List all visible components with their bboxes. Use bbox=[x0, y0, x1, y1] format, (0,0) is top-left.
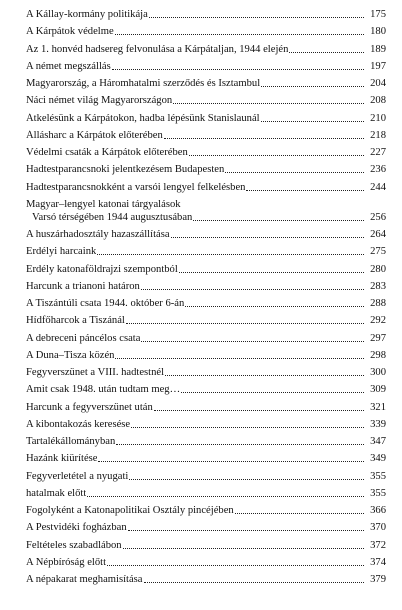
toc-entry-title: A huszárhadosztály hazaszállítása bbox=[26, 229, 170, 240]
toc-entry-page: 297 bbox=[370, 332, 386, 344]
dot-leader bbox=[289, 52, 364, 53]
toc-entry-title: Harcunk a trianoni határon bbox=[26, 280, 140, 292]
toc-entry-title: Védelmi csaták a Kárpátok előterében bbox=[26, 147, 188, 158]
toc-entry-page: 197 bbox=[370, 60, 386, 72]
dot-leader bbox=[115, 358, 364, 359]
toc-entry bbox=[26, 488, 386, 500]
toc-entry-title: A kibontakozás keresése bbox=[26, 418, 131, 430]
dot-leader bbox=[123, 548, 364, 549]
dot-leader bbox=[261, 86, 364, 87]
toc-entry-title: Náci német világ Magyarországon bbox=[26, 95, 173, 107]
dot-leader bbox=[165, 375, 364, 376]
toc-entry bbox=[26, 229, 386, 241]
dot-leader bbox=[116, 444, 364, 445]
toc-entry-title: Harcunk a fegyverszünet után bbox=[26, 401, 153, 413]
toc-entry-title: A Pestvidéki fogházban bbox=[26, 522, 127, 534]
toc-entry bbox=[26, 44, 386, 56]
dot-leader bbox=[115, 34, 364, 35]
toc-entry bbox=[26, 540, 386, 552]
toc-entry bbox=[26, 199, 386, 224]
toc-entry-title: Fegyverszünet a VIII. hadtestnél bbox=[26, 367, 165, 378]
dot-leader bbox=[261, 121, 364, 122]
toc-entry-page: 288 bbox=[370, 298, 386, 309]
toc-entry-page: 309 bbox=[370, 384, 386, 396]
dot-leader bbox=[149, 17, 364, 18]
dot-leader bbox=[131, 427, 364, 428]
dot-leader bbox=[171, 237, 364, 238]
toc-entry-page: 298 bbox=[370, 349, 386, 361]
dot-leader bbox=[235, 513, 364, 514]
dot-leader bbox=[154, 410, 364, 411]
toc-entry-page: 244 bbox=[370, 181, 386, 193]
toc-entry bbox=[26, 384, 386, 396]
toc-entry-page: 275 bbox=[370, 246, 386, 258]
dot-leader bbox=[141, 341, 364, 342]
toc-entry-title: Magyarország, a Háromhatalmi szerződés és Isztambul bbox=[26, 78, 261, 89]
toc-entry-title: A Kárpátok védelme bbox=[26, 26, 114, 38]
toc-entry bbox=[26, 298, 386, 310]
toc-entry bbox=[26, 26, 386, 38]
toc-entry bbox=[26, 350, 386, 362]
toc-entry-page: 210 bbox=[370, 112, 386, 124]
toc-entry-title: Amit csak 1948. után tudtam meg… bbox=[26, 384, 181, 396]
toc-entry-title: Erdélyi harcaink bbox=[26, 246, 97, 258]
toc-entry bbox=[26, 557, 386, 569]
dot-leader bbox=[129, 479, 364, 480]
toc-entry-page: 379 bbox=[370, 574, 386, 585]
toc-entry-page: 204 bbox=[370, 78, 386, 89]
toc-entry-page: 256 bbox=[370, 211, 386, 223]
toc-entry-title: Tartalékállományban bbox=[26, 436, 116, 447]
toc-entry bbox=[26, 281, 386, 293]
toc-entry-page: 218 bbox=[370, 129, 386, 141]
toc-entry bbox=[26, 264, 386, 276]
toc-entry bbox=[26, 9, 386, 21]
dot-leader bbox=[107, 565, 364, 566]
toc-entry-page: 339 bbox=[370, 418, 386, 430]
toc-entry bbox=[26, 453, 386, 465]
toc-entry-page: 355 bbox=[370, 470, 386, 482]
toc-entry bbox=[26, 182, 386, 194]
dot-leader bbox=[164, 138, 364, 139]
toc-entry-title: Magyar–lengyel katonai tárgyalások bbox=[26, 198, 181, 210]
toc-entry bbox=[26, 367, 386, 379]
toc-entry bbox=[26, 315, 386, 327]
dot-leader bbox=[173, 103, 364, 104]
toc-entry-page: 208 bbox=[370, 95, 386, 107]
dot-leader bbox=[126, 323, 364, 324]
toc-entry-page: 347 bbox=[370, 436, 386, 447]
dot-leader bbox=[225, 172, 364, 173]
toc-entry bbox=[26, 436, 386, 448]
toc-entry-title: Állásharc a Kárpátok előterében bbox=[26, 129, 163, 141]
toc-entry-title: Feltételes szabadlábon bbox=[26, 539, 122, 551]
toc-entry bbox=[26, 164, 386, 176]
toc-entry bbox=[26, 505, 386, 517]
toc-entry-title: A Duna–Tisza közén bbox=[26, 349, 115, 361]
toc-entry bbox=[26, 95, 386, 107]
toc-entry-title: A Népbíróság előtt bbox=[26, 556, 107, 568]
toc-entry-page: 180 bbox=[370, 26, 386, 38]
toc-entry-continuation bbox=[26, 212, 386, 224]
toc-entry bbox=[26, 402, 386, 414]
toc-entry-title: A német megszállás bbox=[26, 60, 111, 72]
dot-leader bbox=[179, 272, 364, 273]
toc-entry-page: 374 bbox=[370, 556, 386, 568]
toc-entry bbox=[26, 61, 386, 73]
toc-entry-title: Hadtestparancsnoki jelentkezésem Budapesten bbox=[26, 164, 225, 176]
toc-entry-title: Erdély katonaföldrajzi szempontból bbox=[26, 263, 178, 275]
toc-entry-page: 349 bbox=[370, 453, 386, 465]
toc-entry-title: A Kállay-kormány politikája bbox=[26, 9, 148, 20]
dot-leader bbox=[246, 190, 364, 191]
toc-entry-title: Az 1. honvéd hadsereg felvonulása a Kárpátaljan, 1944 elején bbox=[26, 43, 289, 55]
toc-entry-page: 355 bbox=[370, 487, 386, 499]
toc-entry-title-line2: Varsó térségében 1944 augusztusában bbox=[32, 211, 193, 223]
toc-entry-title: Átkelésünk a Kárpátokon, hadba lépésünk Stanislaunál bbox=[26, 112, 260, 124]
toc-entry-title: A debreceni páncélos csata bbox=[26, 332, 141, 344]
toc-entry-page: 300 bbox=[370, 367, 386, 378]
toc-entry-page: 292 bbox=[370, 315, 386, 327]
toc-entry bbox=[26, 113, 386, 125]
toc-entry bbox=[26, 130, 386, 142]
toc-entry-page: 370 bbox=[370, 522, 386, 534]
toc-entry bbox=[26, 147, 386, 159]
dot-leader bbox=[189, 155, 364, 156]
toc-entry bbox=[26, 574, 386, 586]
toc-entry bbox=[26, 333, 386, 345]
toc-entry-title: Hadtestparancsnokként a varsói lengyel felkelésben bbox=[26, 181, 246, 193]
dot-leader bbox=[141, 289, 364, 290]
toc-entry-title: A népakarat meghamisítása bbox=[26, 574, 143, 585]
toc-entry-page: 264 bbox=[370, 229, 386, 240]
toc-entry-page: 175 bbox=[370, 9, 386, 20]
table-of-contents bbox=[26, 9, 386, 591]
dot-leader bbox=[128, 530, 364, 531]
toc-entry bbox=[26, 471, 386, 483]
toc-entry bbox=[26, 419, 386, 431]
dot-leader bbox=[193, 220, 364, 221]
toc-entry-title: Hazánk kiürítése bbox=[26, 453, 98, 465]
dot-leader bbox=[185, 306, 364, 307]
dot-leader bbox=[97, 254, 364, 255]
toc-entry-title: hatalmak előtt bbox=[26, 487, 87, 499]
toc-entry-page: 366 bbox=[370, 505, 386, 516]
toc-entry bbox=[26, 78, 386, 90]
toc-entry-page: 189 bbox=[370, 43, 386, 55]
toc-entry-page: 236 bbox=[370, 164, 386, 176]
dot-leader bbox=[98, 461, 364, 462]
toc-entry-page: 321 bbox=[370, 401, 386, 413]
toc-entry-page: 227 bbox=[370, 147, 386, 158]
dot-leader bbox=[181, 392, 364, 393]
toc-entry-title: Fegyverletétel a nyugati bbox=[26, 470, 129, 482]
toc-entry-page: 280 bbox=[370, 263, 386, 275]
toc-entry-title: A Tiszántúli csata 1944. október 6-án bbox=[26, 298, 185, 309]
toc-entry-page: 283 bbox=[370, 280, 386, 292]
dot-leader bbox=[144, 582, 365, 583]
toc-entry bbox=[26, 246, 386, 258]
toc-entry bbox=[26, 522, 386, 534]
dot-leader bbox=[87, 496, 364, 497]
dot-leader bbox=[112, 69, 364, 70]
toc-entry-page: 372 bbox=[370, 539, 386, 551]
toc-entry-title: Hídfőharcok a Tiszánál bbox=[26, 315, 125, 327]
toc-entry-title: Fogolyként a Katonapolitikai Osztály pincéjében bbox=[26, 505, 234, 516]
